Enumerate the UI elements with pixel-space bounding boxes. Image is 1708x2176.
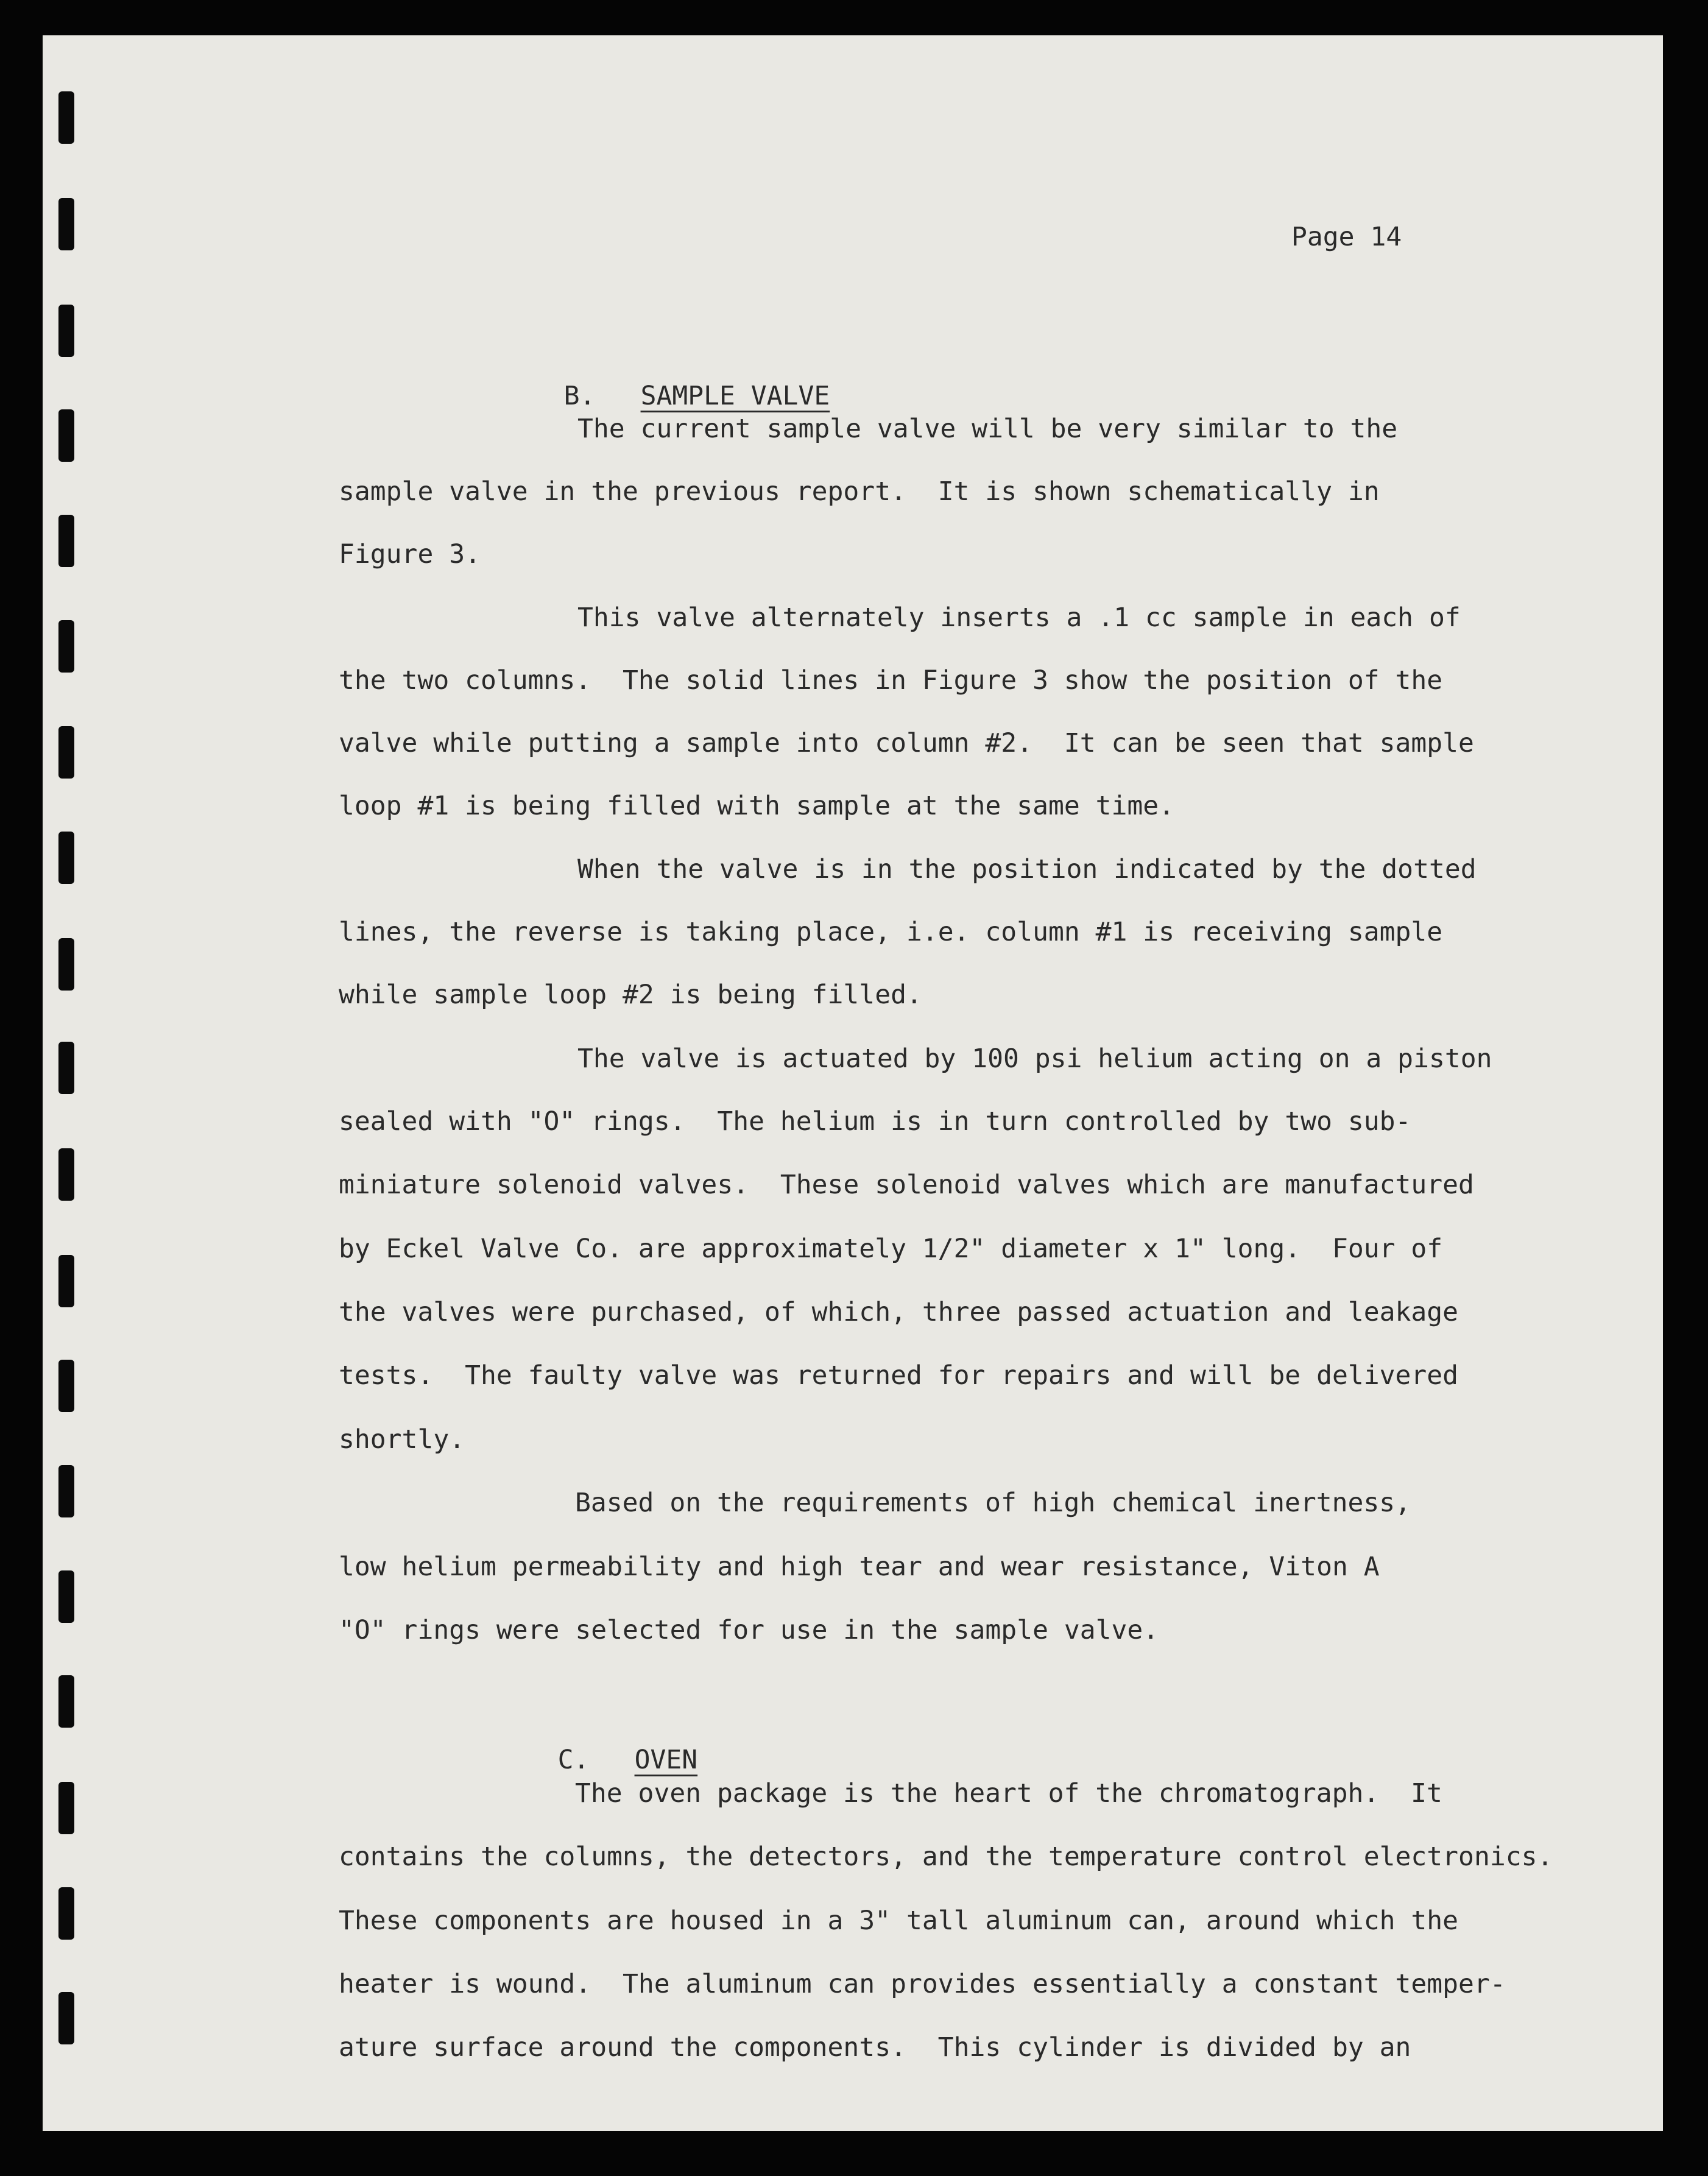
body-line: "O" rings were selected for use in the sample valve.	[339, 1615, 1159, 1645]
body-line: These components are housed in a 3" tall aluminum can, around which the	[339, 1906, 1459, 1936]
binder-hole	[58, 1360, 74, 1412]
body-line: sealed with "O" rings. The helium is in turn controlled by two sub-	[339, 1106, 1411, 1137]
binder-hole	[58, 1465, 74, 1517]
section-title: OVEN	[634, 1745, 698, 1775]
body-line: When the valve is in the position indicated by the dotted	[577, 854, 1477, 885]
binder-hole	[58, 305, 74, 357]
body-line: shortly.	[339, 1424, 465, 1455]
binder-hole	[58, 91, 74, 144]
body-line: lines, the reverse is taking place, i.e. column #1 is receiving sample	[339, 917, 1443, 947]
binder-hole	[58, 1255, 74, 1307]
binder-hole	[58, 1042, 74, 1094]
body-line: tests. The faulty valve was returned for repairs and will be delivered	[339, 1360, 1459, 1391]
binder-hole	[58, 726, 74, 779]
body-line: sample valve in the previous report. It is shown schematically in	[339, 476, 1380, 507]
binder-hole	[58, 832, 74, 884]
binder-hole	[58, 515, 74, 567]
paper-sheet	[43, 35, 1663, 2131]
body-line: Based on the requirements of high chemical inertness,	[575, 1488, 1411, 1518]
section-title: SAMPLE VALVE	[640, 381, 830, 411]
binder-hole	[58, 1570, 74, 1623]
section-letter: C.	[557, 1745, 590, 1775]
body-line: The oven package is the heart of the chromatograph. It	[575, 1778, 1442, 1809]
body-line: heater is wound. The aluminum can provides essentially a constant temper-	[339, 1969, 1506, 1999]
binder-hole	[58, 409, 74, 462]
body-line: The current sample valve will be very similar to the	[577, 414, 1398, 444]
body-line: ature surface around the components. This cylinder is divided by an	[339, 2032, 1411, 2063]
page-number: Page 14	[1291, 222, 1402, 252]
body-line: while sample loop #2 is being filled.	[339, 980, 922, 1010]
body-line: Figure 3.	[339, 539, 481, 570]
binder-hole	[58, 620, 74, 673]
binder-hole	[58, 1675, 74, 1728]
section-letter: B.	[563, 381, 596, 411]
body-line: valve while putting a sample into column #2. It can be seen that sample	[339, 728, 1474, 758]
binder-hole	[58, 1887, 74, 1940]
body-line: miniature solenoid valves. These solenoid valves which are manufactured	[339, 1170, 1474, 1200]
body-line: low helium permeability and high tear and wear resistance, Viton A	[339, 1552, 1380, 1582]
body-line: This valve alternately inserts a .1 cc sample in each of	[577, 602, 1461, 633]
body-line: contains the columns, the detectors, and the temperature control electronics.	[339, 1842, 1553, 1872]
body-line: The valve is actuated by 100 psi helium acting on a piston	[577, 1044, 1492, 1074]
binder-hole	[58, 1148, 74, 1201]
binder-hole	[58, 1992, 74, 2044]
binder-hole	[58, 198, 74, 250]
binder-hole	[58, 938, 74, 991]
body-line: the valves were purchased, of which, three passed actuation and leakage	[339, 1297, 1459, 1327]
binder-hole	[58, 1782, 74, 1834]
body-line: the two columns. The solid lines in Figure 3 show the position of the	[339, 665, 1443, 696]
body-line: loop #1 is being filled with sample at the same time.	[339, 791, 1175, 821]
body-line: by Eckel Valve Co. are approximately 1/2" diameter x 1" long. Four of	[339, 1234, 1443, 1264]
